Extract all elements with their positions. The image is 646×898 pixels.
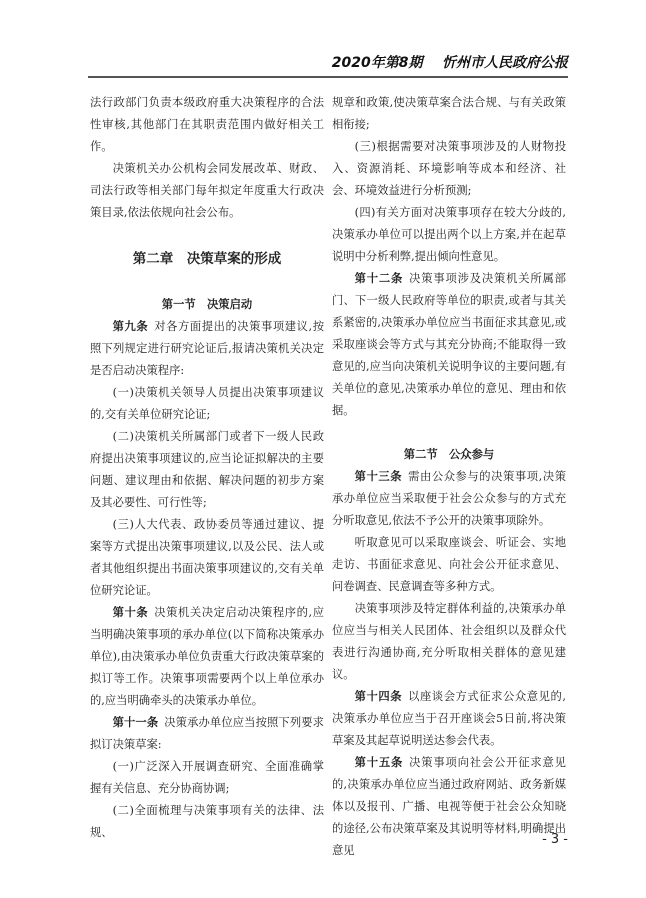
publication-title: 忻州市人民政府公报 <box>442 55 568 71</box>
list-item: (三)根据需要对决策事项涉及的人财物投入、资源消耗、环境影响等成本和经济、社会、环境效益进行分析预测; <box>332 140 566 197</box>
article-text: 需由公众参与的决策事项,决策承办单位应当采取便于社会公众参与的方式充分听取意见,依法不予公开的决策事项除外。 <box>332 470 566 527</box>
article-label: 第十一条 <box>112 716 159 729</box>
article-14 <box>332 686 566 752</box>
article-9 <box>90 316 324 382</box>
left-column <box>90 92 324 844</box>
article-text: 对各方面提出的决策事项建议,按照下列规定进行研究论证后,报请决策机关决定是否启动决策程序: <box>90 320 324 377</box>
article-label: 第十五条 <box>354 756 404 769</box>
list-item: (二)全面梳理与决策事项有关的法律、法规、 <box>90 804 324 839</box>
list-item: (二)决策机关所属部门或者下一级人民政府提出决策事项建议的,应当论证拟解决的主要问题、建议理由和依据、解决问题的初步方案及其必要性、可行性等; <box>90 430 324 509</box>
article-13 <box>332 466 566 532</box>
paragraph: 听取意见可以采取座谈会、听证会、实地走访、书面征求意见、向社会公开征求意见、问卷调查、民意调查等多种方式。 <box>332 536 566 593</box>
article-15 <box>332 752 566 862</box>
list-item: (三)人大代表、政协委员等通过建议、提案等方式提出决策事项建议,以及公民、法人或者其他组织提出书面决策事项建议的,交有关单位研究论证。 <box>90 518 324 597</box>
article-text: 决策机关决定启动决策程序的,应当明确决策事项的承办单位(以下简称决策承办单位),由决策承办单位负责重大行政决策草案的拟订等工作。决策事项需要两个以上单位承办的,应当明确牵头的决策承办单位。 <box>90 606 324 707</box>
article-label: 第十三条 <box>354 470 403 483</box>
article-12 <box>332 268 566 422</box>
article-10 <box>90 602 324 712</box>
right-column <box>332 92 566 862</box>
article-label: 第十四条 <box>354 690 403 703</box>
running-header <box>0 52 646 72</box>
page-number: - 3 - <box>542 832 568 847</box>
paragraph: 法行政部门负责本级政府重大决策程序的合法性审核,其他部门在其职责范围内做好相关工作。 <box>90 96 324 153</box>
list-item: (一)广泛深入开展调查研究、全面准确掌握有关信息、充分协商协调; <box>90 760 324 795</box>
article-text: 决策事项向社会公开征求意见的,决策承办单位应当通过政府网站、政务新媒体以及报刊、广播、电视等便于社会公众知晓的途径,公布决策草案及其说明等材料,明确提出意见 <box>332 756 566 857</box>
article-label: 第九条 <box>112 320 149 333</box>
article-text: 决策事项涉及决策机关所属部门、下一级人民政府等单位的职责,或者与其关系紧密的,决策承办单位应当书面征求其意见,或采取座谈会等方式与其充分协商;不能取得一致意见的,应当向决策机关说明争议的主要问题,有关单位的意见,决策承办单位的意见、理由和依据。 <box>332 272 566 417</box>
paragraph: 决策事项涉及特定群体利益的,决策承办单位应当与相关人民团体、社会组织以及群众代表进行沟通协商,充分听取相关群体的意见建议。 <box>332 602 566 681</box>
paragraph: 规章和政策,使决策草案合法合规、与有关政策相衔接; <box>332 96 566 131</box>
chapter-heading: 第二章 决策草案的形成 <box>132 251 282 267</box>
list-item: (四)有关方面对决策事项存在较大分歧的,决策承办单位可以提出两个以上方案,并在起草说明中分析利弊,提出倾向性意见。 <box>332 206 566 263</box>
header-divider <box>88 76 568 78</box>
article-label: 第十二条 <box>354 272 404 285</box>
section-heading: 第二节 公众参与 <box>403 448 495 461</box>
issue-label: 2020年第8期 <box>331 55 423 71</box>
article-text: 以座谈会方式征求公众意见的,决策承办单位应当于召开座谈会5日前,将决策草案及其起草说明送达参会代表。 <box>332 690 566 747</box>
article-11 <box>90 712 324 756</box>
list-item: (一)决策机关领导人员提出决策事项建议的,交有关单位研究论证; <box>90 386 324 421</box>
paragraph: 决策机关办公机构会同发展改革、财政、司法行政等相关部门每年拟定年度重大行政决策目录,依法依规向社会公布。 <box>90 162 324 219</box>
section-heading: 第一节 决策启动 <box>161 298 253 311</box>
article-text: 决策承办单位应当按照下列要求拟订决策草案: <box>90 716 324 751</box>
article-label: 第十条 <box>112 606 149 619</box>
